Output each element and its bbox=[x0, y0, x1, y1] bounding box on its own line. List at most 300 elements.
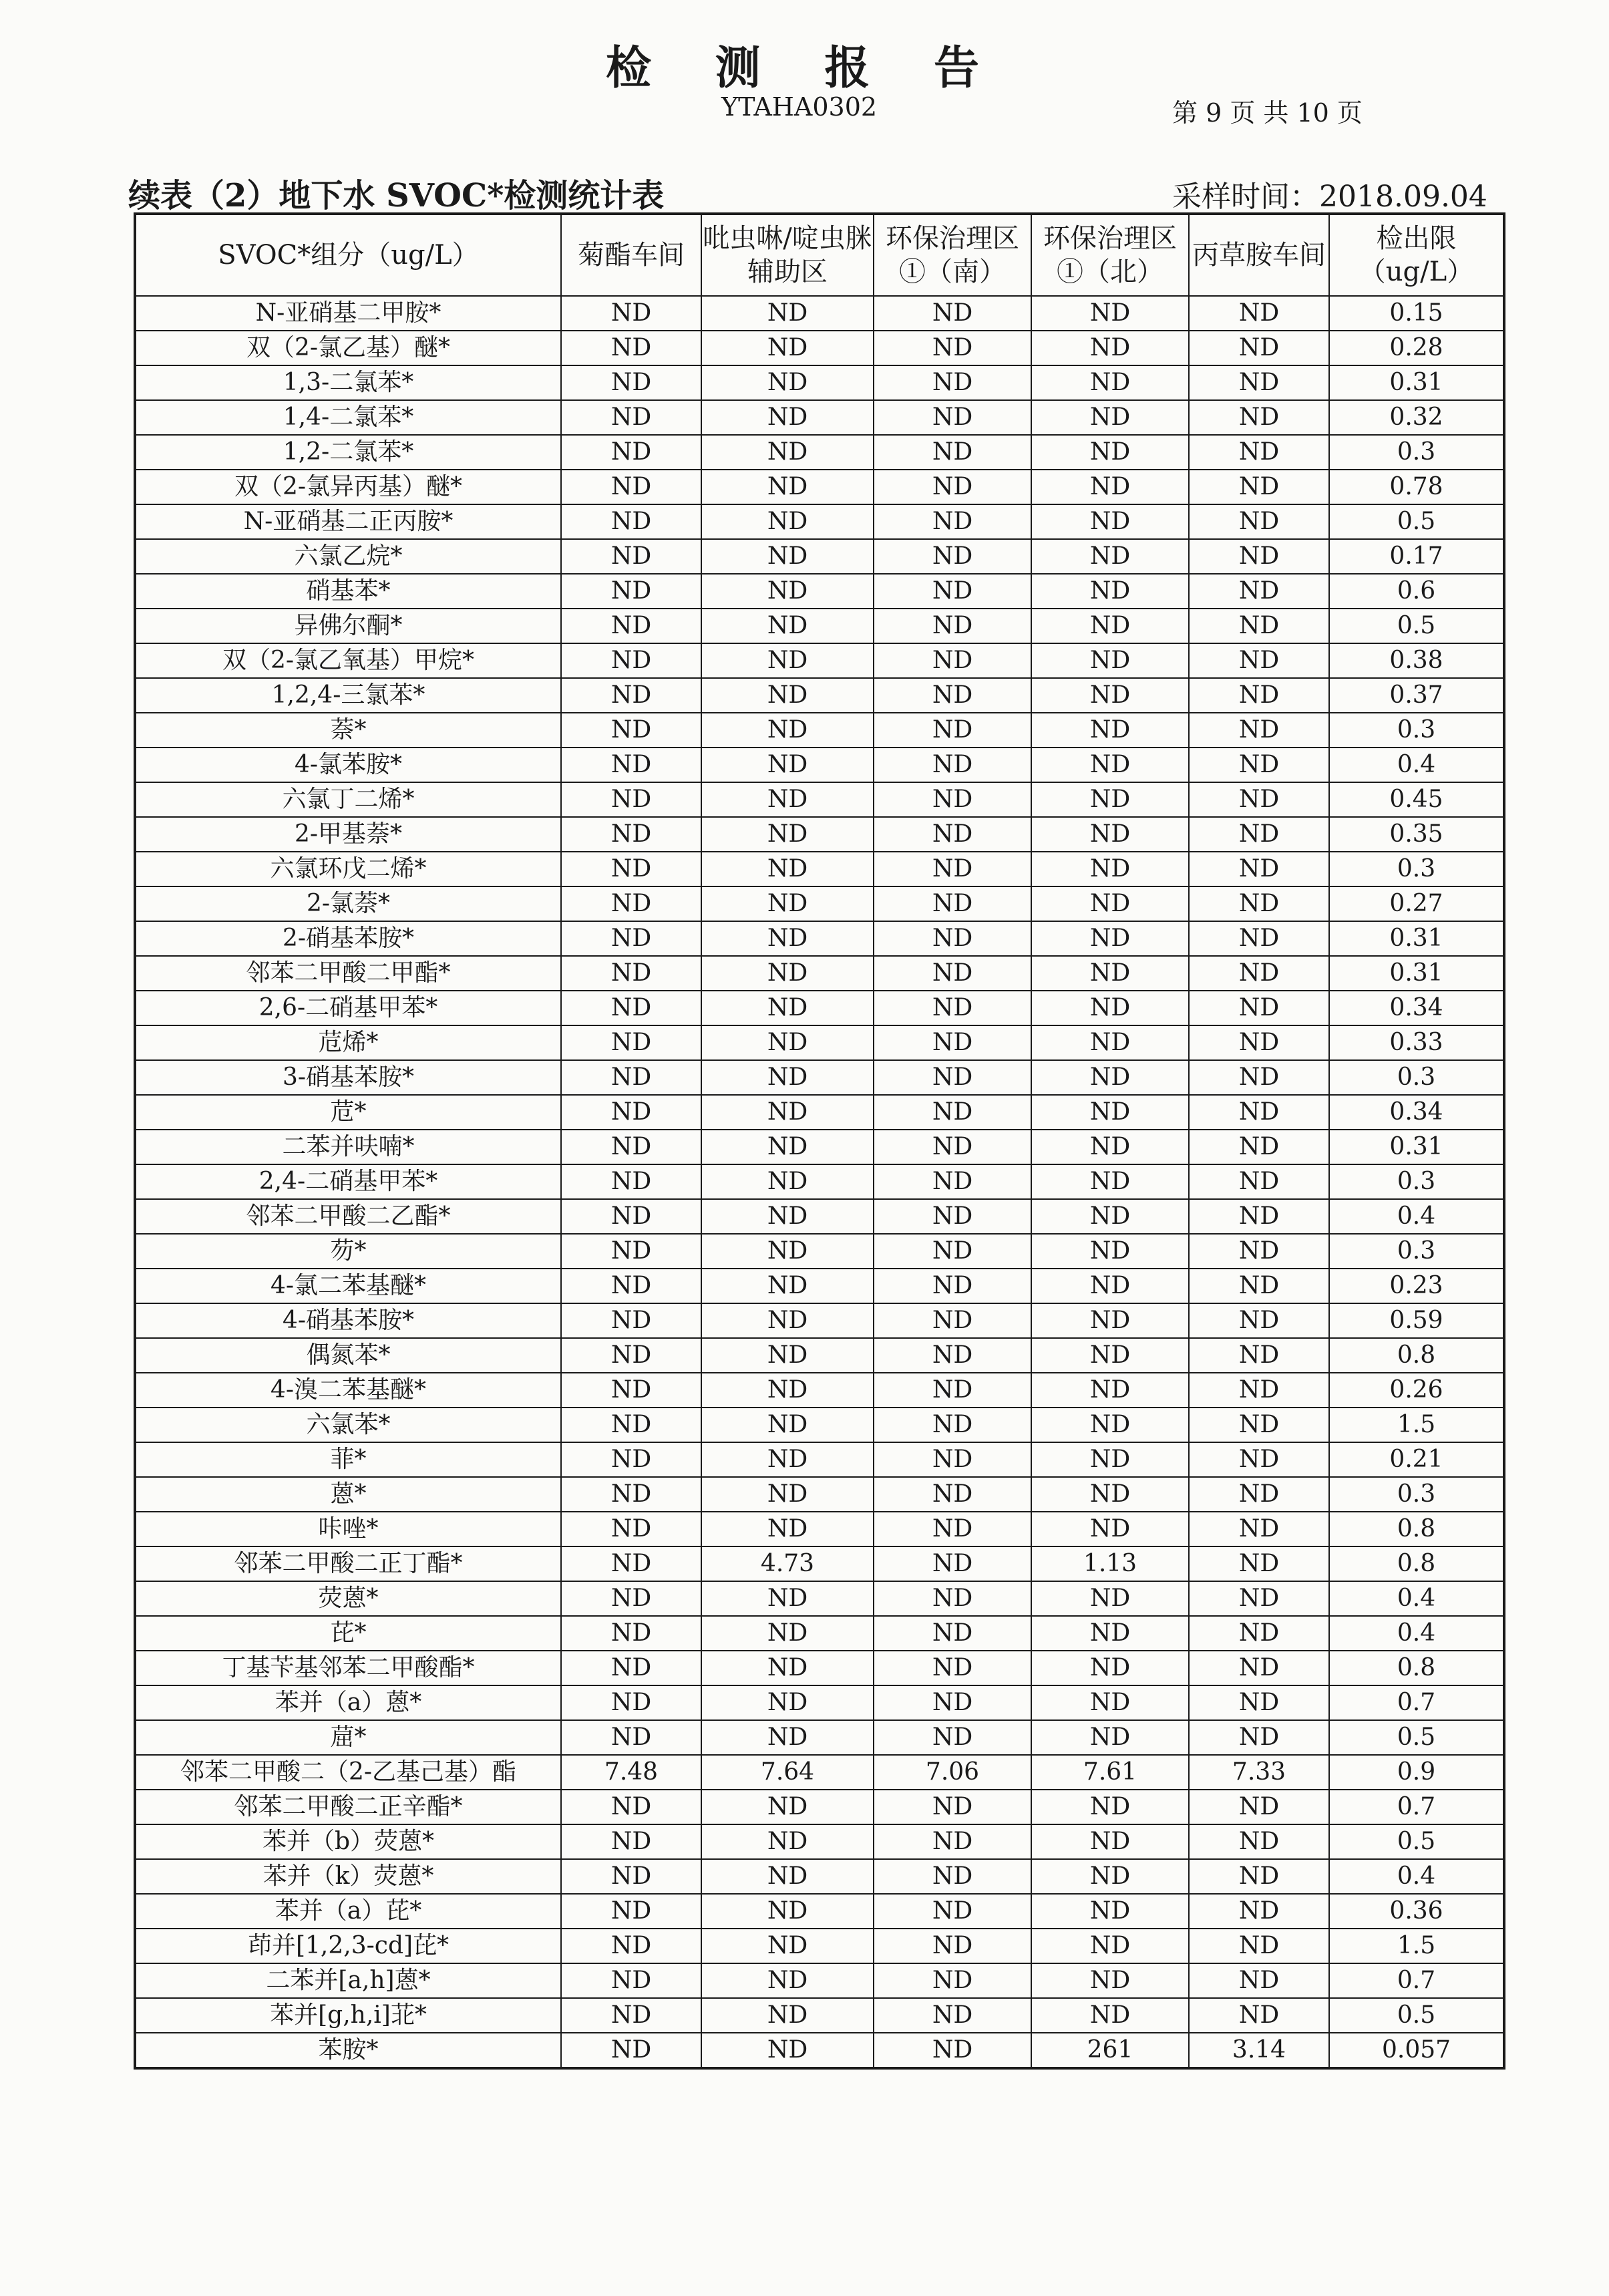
site-3-value: ND bbox=[874, 713, 1031, 748]
site-3-value: ND bbox=[874, 1720, 1031, 1755]
component-name: 偶氮苯* bbox=[135, 1338, 561, 1373]
component-name: 六氯环戊二烯* bbox=[135, 852, 561, 886]
site-4-value: ND bbox=[1031, 1442, 1189, 1477]
table-row bbox=[135, 1581, 1504, 1616]
site-2-value: ND bbox=[701, 1303, 874, 1338]
site-2-value: ND bbox=[701, 1616, 874, 1651]
detection-limit: 0.3 bbox=[1329, 852, 1504, 886]
col-header-site-1: 菊酯车间 bbox=[561, 214, 701, 296]
detection-limit: 0.4 bbox=[1329, 1199, 1504, 1234]
site-1-value: ND bbox=[561, 678, 701, 713]
detection-limit: 0.5 bbox=[1329, 1720, 1504, 1755]
site-4-value: ND bbox=[1031, 1025, 1189, 1060]
site-2-value: ND bbox=[701, 504, 874, 539]
detection-limit: 0.7 bbox=[1329, 1790, 1504, 1824]
site-2-value: ND bbox=[701, 609, 874, 643]
site-5-value: ND bbox=[1189, 1859, 1329, 1894]
component-name: 菲* bbox=[135, 1442, 561, 1477]
component-name: 苯并（k）荧蒽* bbox=[135, 1859, 561, 1894]
site-5-value: ND bbox=[1189, 852, 1329, 886]
site-1-value: ND bbox=[561, 1546, 701, 1581]
site-1-value: ND bbox=[561, 435, 701, 470]
site-2-value: ND bbox=[701, 1685, 874, 1720]
site-5-value: ND bbox=[1189, 400, 1329, 435]
site-5-value: ND bbox=[1189, 1477, 1329, 1512]
site-3-value: ND bbox=[874, 470, 1031, 504]
site-3-value: ND bbox=[874, 609, 1031, 643]
detection-limit: 0.3 bbox=[1329, 1477, 1504, 1512]
detection-limit: 0.21 bbox=[1329, 1442, 1504, 1477]
detection-limit: 0.5 bbox=[1329, 1998, 1504, 2033]
component-name: 1,4-二氯苯* bbox=[135, 400, 561, 435]
site-3-value: ND bbox=[874, 1130, 1031, 1164]
site-3-value: ND bbox=[874, 331, 1031, 365]
table-row bbox=[135, 678, 1504, 713]
table-row bbox=[135, 1025, 1504, 1060]
site-2-value: ND bbox=[701, 1720, 874, 1755]
site-5-value: ND bbox=[1189, 1199, 1329, 1234]
component-name: 苯胺* bbox=[135, 2033, 561, 2068]
site-5-value: ND bbox=[1189, 1824, 1329, 1859]
site-2-value: ND bbox=[701, 1130, 874, 1164]
site-2-value: ND bbox=[701, 921, 874, 956]
site-5-value: ND bbox=[1189, 1130, 1329, 1164]
site-4-value: ND bbox=[1031, 609, 1189, 643]
detection-limit: 0.31 bbox=[1329, 956, 1504, 991]
site-5-value: ND bbox=[1189, 991, 1329, 1025]
site-3-value: ND bbox=[874, 1269, 1031, 1303]
site-4-value: ND bbox=[1031, 1616, 1189, 1651]
site-1-value: ND bbox=[561, 296, 701, 331]
site-3-value: ND bbox=[874, 1408, 1031, 1442]
component-name: 荧蒽* bbox=[135, 1581, 561, 1616]
site-4-value: ND bbox=[1031, 296, 1189, 331]
site-1-value: ND bbox=[561, 1685, 701, 1720]
site-1-value: ND bbox=[561, 1303, 701, 1338]
detection-limit: 0.59 bbox=[1329, 1303, 1504, 1338]
component-name: 苊* bbox=[135, 1095, 561, 1130]
site-1-value: ND bbox=[561, 504, 701, 539]
component-name: 苯并（b）荧蒽* bbox=[135, 1824, 561, 1859]
detection-limit: 0.3 bbox=[1329, 713, 1504, 748]
site-3-value: ND bbox=[874, 1477, 1031, 1512]
detection-limit: 0.6 bbox=[1329, 574, 1504, 609]
detection-limit: 0.78 bbox=[1329, 470, 1504, 504]
site-1-value: ND bbox=[561, 1616, 701, 1651]
site-1-value: ND bbox=[561, 1060, 701, 1095]
site-4-value: ND bbox=[1031, 1651, 1189, 1685]
site-2-value: ND bbox=[701, 400, 874, 435]
site-2-value: ND bbox=[701, 1512, 874, 1546]
site-5-value: ND bbox=[1189, 504, 1329, 539]
table-row bbox=[135, 1859, 1504, 1894]
site-4-value: ND bbox=[1031, 1164, 1189, 1199]
site-1-value: ND bbox=[561, 886, 701, 921]
detection-limit: 0.36 bbox=[1329, 1894, 1504, 1929]
site-1-value: ND bbox=[561, 643, 701, 678]
component-name: 邻苯二甲酸二乙酯* bbox=[135, 1199, 561, 1234]
site-5-value: 7.33 bbox=[1189, 1755, 1329, 1790]
site-3-value: ND bbox=[874, 1025, 1031, 1060]
table-row bbox=[135, 817, 1504, 852]
component-name: 邻苯二甲酸二正辛酯* bbox=[135, 1790, 561, 1824]
site-5-value: ND bbox=[1189, 1546, 1329, 1581]
component-name: 六氯苯* bbox=[135, 1408, 561, 1442]
detection-limit: 0.4 bbox=[1329, 1859, 1504, 1894]
table-row bbox=[135, 574, 1504, 609]
site-4-value: 1.13 bbox=[1031, 1546, 1189, 1581]
site-3-value: ND bbox=[874, 1859, 1031, 1894]
site-3-value: ND bbox=[874, 817, 1031, 852]
detection-limit: 0.27 bbox=[1329, 886, 1504, 921]
detection-limit: 0.5 bbox=[1329, 504, 1504, 539]
site-1-value: ND bbox=[561, 365, 701, 400]
component-name: 二苯并[a,h]蒽* bbox=[135, 1963, 561, 1998]
component-name: 芘* bbox=[135, 1616, 561, 1651]
detection-limit: 0.4 bbox=[1329, 748, 1504, 782]
site-3-value: ND bbox=[874, 1998, 1031, 2033]
site-4-value: ND bbox=[1031, 1269, 1189, 1303]
site-1-value: ND bbox=[561, 1859, 701, 1894]
site-3-value: ND bbox=[874, 643, 1031, 678]
col-header-site-3: 环保治理区①（南） bbox=[874, 214, 1031, 296]
detection-limit: 0.7 bbox=[1329, 1963, 1504, 1998]
site-1-value: ND bbox=[561, 1998, 701, 2033]
component-name: 蒽* bbox=[135, 1477, 561, 1512]
site-1-value: ND bbox=[561, 1720, 701, 1755]
site-1-value: ND bbox=[561, 1095, 701, 1130]
site-1-value: ND bbox=[561, 1164, 701, 1199]
site-5-value: ND bbox=[1189, 1373, 1329, 1408]
component-name: 1,2-二氯苯* bbox=[135, 435, 561, 470]
site-3-value: ND bbox=[874, 1199, 1031, 1234]
site-2-value: ND bbox=[701, 1477, 874, 1512]
site-2-value: ND bbox=[701, 1790, 874, 1824]
detection-limit: 0.9 bbox=[1329, 1755, 1504, 1790]
table-row bbox=[135, 1095, 1504, 1130]
component-name: 芴* bbox=[135, 1234, 561, 1269]
detection-limit: 0.3 bbox=[1329, 1060, 1504, 1095]
site-4-value: 7.61 bbox=[1031, 1755, 1189, 1790]
col-header-detection-limit: 检出限（ug/L） bbox=[1329, 214, 1504, 296]
site-1-value: ND bbox=[561, 921, 701, 956]
site-3-value: ND bbox=[874, 1581, 1031, 1616]
site-4-value: ND bbox=[1031, 504, 1189, 539]
site-4-value: ND bbox=[1031, 435, 1189, 470]
site-4-value: ND bbox=[1031, 748, 1189, 782]
site-5-value: ND bbox=[1189, 748, 1329, 782]
detection-limit: 0.4 bbox=[1329, 1581, 1504, 1616]
component-name: N-亚硝基二甲胺* bbox=[135, 296, 561, 331]
table-row bbox=[135, 1998, 1504, 2033]
site-2-value: 7.64 bbox=[701, 1755, 874, 1790]
site-4-value: ND bbox=[1031, 1060, 1189, 1095]
site-5-value: ND bbox=[1189, 1512, 1329, 1546]
table-row bbox=[135, 470, 1504, 504]
site-5-value: ND bbox=[1189, 678, 1329, 713]
site-1-value: ND bbox=[561, 1581, 701, 1616]
site-5-value: ND bbox=[1189, 1963, 1329, 1998]
detection-limit: 0.8 bbox=[1329, 1338, 1504, 1373]
detection-limit: 0.34 bbox=[1329, 991, 1504, 1025]
table-row bbox=[135, 1442, 1504, 1477]
site-1-value: ND bbox=[561, 1269, 701, 1303]
site-4-value: ND bbox=[1031, 1790, 1189, 1824]
table-row bbox=[135, 1269, 1504, 1303]
detection-limit: 1.5 bbox=[1329, 1929, 1504, 1963]
site-1-value: ND bbox=[561, 1963, 701, 1998]
site-1-value: ND bbox=[561, 1373, 701, 1408]
site-4-value: ND bbox=[1031, 1929, 1189, 1963]
site-1-value: ND bbox=[561, 991, 701, 1025]
site-4-value: ND bbox=[1031, 1998, 1189, 2033]
component-name: 2-甲基萘* bbox=[135, 817, 561, 852]
site-4-value: ND bbox=[1031, 1338, 1189, 1373]
site-3-value: ND bbox=[874, 400, 1031, 435]
table-body bbox=[135, 296, 1504, 2068]
table-row bbox=[135, 1790, 1504, 1824]
site-2-value: ND bbox=[701, 1095, 874, 1130]
detection-limit: 0.32 bbox=[1329, 400, 1504, 435]
detection-limit: 0.26 bbox=[1329, 1373, 1504, 1408]
site-5-value: ND bbox=[1189, 1998, 1329, 2033]
site-1-value: ND bbox=[561, 1025, 701, 1060]
site-3-value: ND bbox=[874, 1442, 1031, 1477]
component-name: 4-氯苯胺* bbox=[135, 748, 561, 782]
site-2-value: ND bbox=[701, 1025, 874, 1060]
table-row bbox=[135, 1755, 1504, 1790]
site-1-value: ND bbox=[561, 1338, 701, 1373]
site-1-value: ND bbox=[561, 1929, 701, 1963]
site-3-value: ND bbox=[874, 1546, 1031, 1581]
site-1-value: ND bbox=[561, 852, 701, 886]
site-1-value: ND bbox=[561, 1477, 701, 1512]
table-row bbox=[135, 1824, 1504, 1859]
site-3-value: ND bbox=[874, 1373, 1031, 1408]
site-2-value: 4.73 bbox=[701, 1546, 874, 1581]
site-2-value: ND bbox=[701, 1651, 874, 1685]
sample-time: 采样时间：2018.09.04 bbox=[1172, 180, 1487, 214]
site-3-value: ND bbox=[874, 956, 1031, 991]
table-row bbox=[135, 1303, 1504, 1338]
site-4-value: ND bbox=[1031, 1685, 1189, 1720]
site-1-value: ND bbox=[561, 574, 701, 609]
component-name: 4-溴二苯基醚* bbox=[135, 1373, 561, 1408]
site-5-value: ND bbox=[1189, 1685, 1329, 1720]
site-2-value: ND bbox=[701, 1894, 874, 1929]
table-row bbox=[135, 1164, 1504, 1199]
table-row bbox=[135, 921, 1504, 956]
site-2-value: ND bbox=[701, 574, 874, 609]
site-3-value: ND bbox=[874, 1963, 1031, 1998]
component-name: 邻苯二甲酸二（2-乙基己基）酯 bbox=[135, 1755, 561, 1790]
table-row bbox=[135, 365, 1504, 400]
site-4-value: ND bbox=[1031, 1199, 1189, 1234]
component-name: 苯并[g,h,i]苝* bbox=[135, 1998, 561, 2033]
site-2-value: ND bbox=[701, 539, 874, 574]
site-5-value: ND bbox=[1189, 1616, 1329, 1651]
site-2-value: ND bbox=[701, 956, 874, 991]
site-4-value: ND bbox=[1031, 1512, 1189, 1546]
table-row bbox=[135, 852, 1504, 886]
site-4-value: ND bbox=[1031, 886, 1189, 921]
site-1-value: ND bbox=[561, 1408, 701, 1442]
site-5-value: ND bbox=[1189, 1581, 1329, 1616]
detection-limit: 0.5 bbox=[1329, 1824, 1504, 1859]
site-3-value: ND bbox=[874, 886, 1031, 921]
site-2-value: ND bbox=[701, 1408, 874, 1442]
detection-limit: 0.3 bbox=[1329, 1234, 1504, 1269]
site-4-value: ND bbox=[1031, 1477, 1189, 1512]
site-1-value: ND bbox=[561, 1824, 701, 1859]
site-2-value: ND bbox=[701, 1442, 874, 1477]
table-title: 续表（2）地下水 SVOC*检测统计表 bbox=[128, 177, 665, 214]
col-header-site-2: 吡虫啉/啶虫脒辅助区 bbox=[701, 214, 874, 296]
site-2-value: ND bbox=[701, 748, 874, 782]
site-4-value: ND bbox=[1031, 539, 1189, 574]
site-4-value: ND bbox=[1031, 400, 1189, 435]
table-row bbox=[135, 504, 1504, 539]
site-2-value: ND bbox=[701, 1269, 874, 1303]
table-row bbox=[135, 1130, 1504, 1164]
component-name: 苊烯* bbox=[135, 1025, 561, 1060]
table-row bbox=[135, 713, 1504, 748]
table-row bbox=[135, 643, 1504, 678]
site-3-value: ND bbox=[874, 574, 1031, 609]
site-3-value: ND bbox=[874, 1338, 1031, 1373]
site-5-value: ND bbox=[1189, 296, 1329, 331]
site-2-value: ND bbox=[701, 886, 874, 921]
site-1-value: ND bbox=[561, 331, 701, 365]
site-5-value: ND bbox=[1189, 1234, 1329, 1269]
site-2-value: ND bbox=[701, 1060, 874, 1095]
site-5-value: ND bbox=[1189, 1442, 1329, 1477]
site-5-value: ND bbox=[1189, 331, 1329, 365]
site-3-value: ND bbox=[874, 1303, 1031, 1338]
detection-limit: 0.37 bbox=[1329, 678, 1504, 713]
detection-limit: 0.31 bbox=[1329, 921, 1504, 956]
site-1-value: ND bbox=[561, 1199, 701, 1234]
page-indicator: 第 9 页 共 10 页 bbox=[1172, 98, 1363, 128]
detection-limit: 1.5 bbox=[1329, 1408, 1504, 1442]
site-2-value: ND bbox=[701, 1963, 874, 1998]
component-name: 4-硝基苯胺* bbox=[135, 1303, 561, 1338]
detection-limit: 0.34 bbox=[1329, 1095, 1504, 1130]
site-4-value: ND bbox=[1031, 643, 1189, 678]
table-row bbox=[135, 539, 1504, 574]
site-5-value: ND bbox=[1189, 574, 1329, 609]
site-2-value: ND bbox=[701, 1929, 874, 1963]
component-name: 2-氯萘* bbox=[135, 886, 561, 921]
site-3-value: ND bbox=[874, 296, 1031, 331]
site-4-value: ND bbox=[1031, 1720, 1189, 1755]
site-3-value: ND bbox=[874, 748, 1031, 782]
site-1-value: ND bbox=[561, 817, 701, 852]
table-row bbox=[135, 331, 1504, 365]
site-3-value: ND bbox=[874, 1651, 1031, 1685]
component-name: 双（2-氯乙氧基）甲烷* bbox=[135, 643, 561, 678]
table-row bbox=[135, 1963, 1504, 1998]
site-4-value: ND bbox=[1031, 921, 1189, 956]
site-5-value: ND bbox=[1189, 435, 1329, 470]
site-1-value: ND bbox=[561, 1894, 701, 1929]
site-1-value: ND bbox=[561, 956, 701, 991]
component-name: 2,4-二硝基甲苯* bbox=[135, 1164, 561, 1199]
site-5-value: ND bbox=[1189, 1338, 1329, 1373]
detection-limit: 0.3 bbox=[1329, 1164, 1504, 1199]
site-3-value: ND bbox=[874, 1095, 1031, 1130]
site-5-value: ND bbox=[1189, 1720, 1329, 1755]
component-name: 丁基苄基邻苯二甲酸酯* bbox=[135, 1651, 561, 1685]
detection-limit: 0.17 bbox=[1329, 539, 1504, 574]
site-5-value: ND bbox=[1189, 956, 1329, 991]
site-5-value: ND bbox=[1189, 713, 1329, 748]
svoc-results-table bbox=[134, 212, 1505, 2070]
detection-limit: 0.31 bbox=[1329, 1130, 1504, 1164]
table-row bbox=[135, 1408, 1504, 1442]
site-2-value: ND bbox=[701, 782, 874, 817]
site-1-value: ND bbox=[561, 713, 701, 748]
site-5-value: ND bbox=[1189, 1269, 1329, 1303]
site-2-value: ND bbox=[701, 435, 874, 470]
table-row bbox=[135, 1338, 1504, 1373]
site-3-value: ND bbox=[874, 1929, 1031, 1963]
site-3-value: ND bbox=[874, 921, 1031, 956]
table-row bbox=[135, 991, 1504, 1025]
site-2-value: ND bbox=[701, 470, 874, 504]
site-2-value: ND bbox=[701, 1338, 874, 1373]
component-name: 六氯乙烷* bbox=[135, 539, 561, 574]
table-row bbox=[135, 400, 1504, 435]
site-3-value: ND bbox=[874, 1234, 1031, 1269]
site-4-value: ND bbox=[1031, 1581, 1189, 1616]
component-name: 咔唑* bbox=[135, 1512, 561, 1546]
site-4-value: 261 bbox=[1031, 2033, 1189, 2068]
site-4-value: ND bbox=[1031, 1859, 1189, 1894]
site-5-value: ND bbox=[1189, 643, 1329, 678]
site-2-value: ND bbox=[701, 713, 874, 748]
table-row bbox=[135, 1929, 1504, 1963]
table-row bbox=[135, 1234, 1504, 1269]
col-header-component: SVOC*组分（ug/L） bbox=[135, 214, 561, 296]
site-3-value: ND bbox=[874, 678, 1031, 713]
site-4-value: ND bbox=[1031, 782, 1189, 817]
report-title: 检 测 报 告 bbox=[605, 42, 1004, 95]
detection-limit: 0.8 bbox=[1329, 1546, 1504, 1581]
site-3-value: ND bbox=[874, 539, 1031, 574]
site-5-value: ND bbox=[1189, 1060, 1329, 1095]
site-4-value: ND bbox=[1031, 574, 1189, 609]
site-1-value: 7.48 bbox=[561, 1755, 701, 1790]
table-row bbox=[135, 1373, 1504, 1408]
site-2-value: ND bbox=[701, 1581, 874, 1616]
component-name: 䓛* bbox=[135, 1720, 561, 1755]
site-3-value: ND bbox=[874, 852, 1031, 886]
site-1-value: ND bbox=[561, 539, 701, 574]
component-name: 2-硝基苯胺* bbox=[135, 921, 561, 956]
site-2-value: ND bbox=[701, 1234, 874, 1269]
component-name: 茚并[1,2,3-cd]芘* bbox=[135, 1929, 561, 1963]
table-row bbox=[135, 782, 1504, 817]
table-row bbox=[135, 435, 1504, 470]
site-1-value: ND bbox=[561, 1130, 701, 1164]
table-row bbox=[135, 2033, 1504, 2068]
site-4-value: ND bbox=[1031, 678, 1189, 713]
site-5-value: ND bbox=[1189, 1894, 1329, 1929]
table-row bbox=[135, 1720, 1504, 1755]
component-name: 苯并（a）蒽* bbox=[135, 1685, 561, 1720]
site-4-value: ND bbox=[1031, 991, 1189, 1025]
